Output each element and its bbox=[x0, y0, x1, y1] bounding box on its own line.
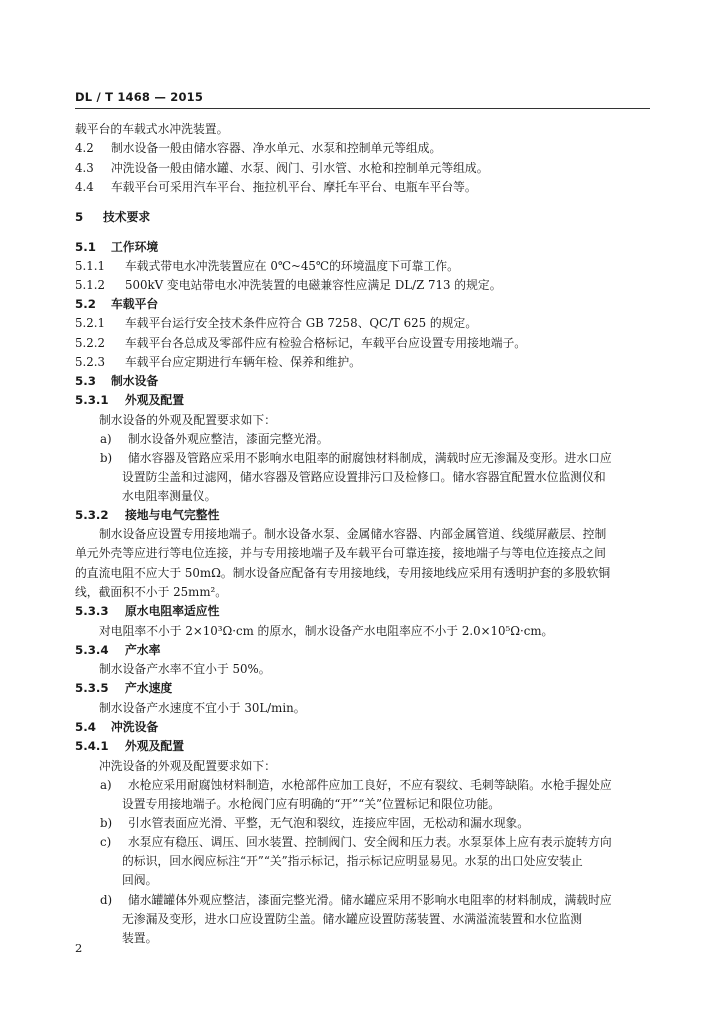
text-line bbox=[75, 931, 655, 946]
text-line bbox=[75, 759, 655, 774]
section-heading bbox=[75, 720, 655, 735]
line-text: 储水罐罐体外观应整洁，漆面完整光滑。储水罐应采用不影响水电阻率的材料制成，满载时应 bbox=[128, 893, 612, 907]
clause-number: 5.3.3 bbox=[75, 604, 109, 618]
line-text: 车载平台运行安全技术条件应符合 GB 7258、QC/T 625 的规定。 bbox=[125, 316, 478, 330]
text-line bbox=[75, 413, 655, 428]
clause-number: 5.1.2 bbox=[75, 278, 106, 292]
section-heading bbox=[75, 604, 655, 619]
line-text: 的标识，回水阀应标注“开”“关”指示标记，指示标记应明显易见。水泵的出口处应安装止 bbox=[122, 854, 583, 868]
heading-text: 冲洗设备 bbox=[111, 720, 159, 734]
heading-text: 技术要求 bbox=[103, 210, 151, 224]
line-text: 设置防尘盖和过滤网，储水容器及管路应设置排污口及检修口。储水容器宜配置水位监测仪和 bbox=[122, 470, 606, 484]
section-heading bbox=[75, 739, 655, 754]
line-text: 的直流电阻不应大于 50mΩ。制水设备应配备有专用接地线，专用接地线应采用有透明护套的多股软铜 bbox=[75, 566, 611, 580]
line-text: 单元外壳等应进行等电位连接，并与专用接地端子及车载平台可靠连接，接地端子与等电位连接点之间 bbox=[75, 546, 606, 560]
text-line bbox=[75, 259, 655, 274]
clause-number: 5.3 bbox=[75, 374, 96, 388]
clause-number: 5.1 bbox=[75, 240, 96, 254]
text-line bbox=[75, 141, 655, 156]
line-text: 制水设备应设置专用接地端子。制水设备水泵、金属储水容器、内部金属管道、线缆屏蔽层、控制 bbox=[99, 527, 607, 541]
text-line bbox=[75, 278, 655, 293]
clause-number: 5 bbox=[75, 210, 84, 224]
line-text: 冲洗设备的外观及配置要求如下： bbox=[99, 759, 276, 773]
text-line bbox=[75, 797, 655, 812]
clause-number: 5.4.1 bbox=[75, 739, 109, 753]
section-heading bbox=[75, 240, 655, 255]
list-marker: a) bbox=[100, 778, 112, 792]
line-text: 载平台的车载式水冲洗装置。 bbox=[75, 122, 229, 136]
text-line bbox=[75, 566, 655, 581]
section-heading bbox=[75, 210, 655, 225]
text-line bbox=[75, 624, 655, 639]
line-text: 装置。 bbox=[122, 931, 158, 945]
clause-number: 5.2.3 bbox=[75, 355, 106, 369]
line-text: 制水设备一般由储水容器、净水单元、水泵和控制单元等组成。 bbox=[111, 141, 442, 155]
header-rule bbox=[75, 108, 650, 109]
line-text: 对电阻率不小于 2×10³Ω·cm 的原水，制水设备产水电阻率应不小于 2.0×10⁵Ω·cm。 bbox=[99, 624, 554, 638]
line-text: 无渗漏及变形，进水口应设置防尘盖。储水罐应设置防荡装置、水满溢流装置和水位监测 bbox=[122, 912, 583, 926]
line-text: 500kV 变电站带电水冲洗装置的电磁兼容性应满足 DL/Z 713 的规定。 bbox=[125, 278, 502, 292]
section-heading bbox=[75, 374, 655, 389]
text-line bbox=[75, 355, 655, 370]
section-heading bbox=[75, 681, 655, 696]
line-text: 制水设备产水速度不宜小于 30L/min。 bbox=[99, 701, 306, 715]
list-marker: c) bbox=[100, 835, 112, 849]
text-line bbox=[75, 161, 655, 176]
line-text: 线，截面积不小于 25mm²。 bbox=[75, 585, 228, 599]
text-line bbox=[75, 873, 655, 888]
list-marker: b) bbox=[100, 451, 113, 465]
list-marker: b) bbox=[100, 816, 113, 830]
text-line bbox=[75, 912, 655, 927]
line-text: 冲洗设备一般由储水罐、水泵、阀门、引水管、水枪和控制单元等组成。 bbox=[111, 161, 489, 175]
clause-number: 5.2.2 bbox=[75, 336, 106, 350]
text-line bbox=[75, 451, 655, 466]
clause-number: 4.4 bbox=[75, 180, 94, 194]
text-line bbox=[75, 662, 655, 677]
heading-text: 接地与电气完整性 bbox=[125, 508, 220, 522]
clause-number: 4.3 bbox=[75, 161, 94, 175]
heading-text: 外观及配置 bbox=[125, 393, 184, 407]
text-line bbox=[75, 893, 655, 908]
text-line bbox=[75, 470, 655, 485]
clause-number: 5.3.4 bbox=[75, 643, 109, 657]
line-text: 水枪应采用耐腐蚀材料制造，水枪部件应加工良好，不应有裂纹、毛刺等缺陷。水枪手握处应 bbox=[128, 778, 612, 792]
clause-number: 5.3.2 bbox=[75, 508, 109, 522]
line-text: 设置专用接地端子。水枪阀门应有明确的“开”“关”位置标记和限位功能。 bbox=[122, 797, 501, 811]
section-heading bbox=[75, 393, 655, 408]
clause-number: 5.2 bbox=[75, 297, 96, 311]
clause-number: 5.3.1 bbox=[75, 393, 109, 407]
text-line bbox=[75, 835, 655, 850]
page-number: 2 bbox=[75, 941, 83, 955]
section-heading bbox=[75, 643, 655, 658]
line-text: 车载平台可采用汽车平台、拖拉机平台、摩托车平台、电瓶车平台等。 bbox=[111, 180, 477, 194]
heading-text: 原水电阻率适应性 bbox=[125, 604, 220, 618]
line-text: 水泵应有稳压、调压、回水装置、控制阀门、安全阀和压力表。水泵泵体上应有表示旋转方向 bbox=[128, 835, 612, 849]
text-line bbox=[75, 432, 655, 447]
text-line bbox=[75, 527, 655, 542]
line-text: 引水管表面应光滑、平整，无气泡和裂纹，连接应牢固，无松动和漏水现象。 bbox=[128, 816, 530, 830]
line-text: 车载平台各总成及零部件应有检验合格标记，车载平台应设置专用接地端子。 bbox=[125, 336, 527, 350]
text-line bbox=[75, 778, 655, 793]
clause-number: 5.4 bbox=[75, 720, 96, 734]
heading-text: 车载平台 bbox=[111, 297, 159, 311]
text-line bbox=[75, 816, 655, 831]
text-line bbox=[75, 180, 655, 195]
heading-text: 制水设备 bbox=[111, 374, 159, 388]
clause-number: 5.2.1 bbox=[75, 316, 106, 330]
clause-number: 5.3.5 bbox=[75, 681, 109, 695]
list-marker: d) bbox=[100, 893, 113, 907]
text-line bbox=[75, 585, 655, 600]
text-line bbox=[75, 546, 655, 561]
list-marker: a) bbox=[100, 432, 112, 446]
text-line bbox=[75, 854, 655, 869]
text-line bbox=[75, 336, 655, 351]
text-line bbox=[75, 316, 655, 331]
heading-text: 产水速度 bbox=[125, 681, 173, 695]
line-text: 回阀。 bbox=[122, 873, 158, 887]
clause-number: 5.1.1 bbox=[75, 259, 106, 273]
heading-text: 产水率 bbox=[125, 643, 161, 657]
line-text: 储水容器及管路应采用不影响水电阻率的耐腐蚀材料制成，满载时应无渗漏及变形。进水口应 bbox=[128, 451, 612, 465]
text-line bbox=[75, 122, 655, 137]
line-text: 水电阻率测量仪。 bbox=[122, 489, 217, 503]
text-line bbox=[75, 701, 655, 716]
heading-text: 外观及配置 bbox=[125, 739, 184, 753]
line-text: 制水设备的外观及配置要求如下： bbox=[99, 413, 276, 427]
line-text: 车载式带电水冲洗装置应在 0℃~45℃的环境温度下可靠工作。 bbox=[125, 259, 459, 273]
document-code: DL / T 1468 — 2015 bbox=[75, 90, 204, 104]
line-text: 车载平台应定期进行车辆年检、保养和维护。 bbox=[125, 355, 361, 369]
text-line bbox=[75, 489, 655, 504]
line-text: 制水设备产水率不宜小于 50%。 bbox=[99, 662, 271, 676]
heading-text: 工作环境 bbox=[111, 240, 159, 254]
clause-number: 4.2 bbox=[75, 141, 94, 155]
section-heading bbox=[75, 508, 655, 523]
line-text: 制水设备外观应整洁，漆面完整光滑。 bbox=[128, 432, 329, 446]
section-heading bbox=[75, 297, 655, 312]
